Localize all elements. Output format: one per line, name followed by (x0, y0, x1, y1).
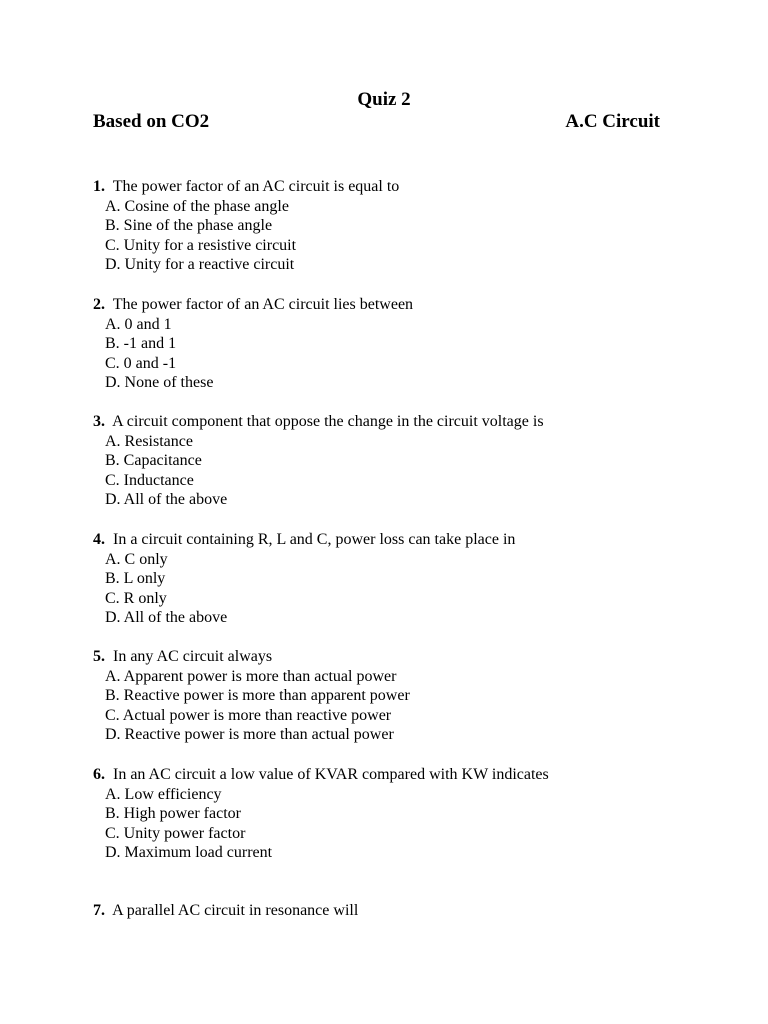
question-text: In a circuit containing R, L and C, power loss can take place in (113, 531, 516, 548)
question-stem (93, 765, 549, 785)
question-number: 2. (93, 296, 105, 313)
question-text: The power factor of an AC circuit lies between (112, 296, 414, 313)
answer-option: D. Reactive power is more than actual power (105, 726, 394, 743)
answer-option: A. Cosine of the phase angle (105, 197, 289, 215)
quiz-title: Quiz 2 (357, 89, 411, 110)
question-stem (93, 295, 413, 315)
answer-option: A. Apparent power is more than actual power (105, 667, 397, 685)
question-number: 5. (93, 648, 105, 665)
answer-option: A. 0 and 1 (105, 315, 172, 333)
answer-option: C. Inductance (105, 471, 194, 489)
answer-option: D. All of the above (105, 609, 228, 626)
answer-option: C. 0 and -1 (105, 354, 177, 372)
question-number: 4. (93, 531, 105, 548)
answer-option: A. Resistance (105, 432, 193, 450)
question-stem (93, 901, 358, 921)
question-stem (93, 530, 515, 550)
answer-option: A. Low efficiency (105, 785, 222, 803)
answer-option: B. High power factor (105, 805, 241, 822)
answer-option: D. None of these (105, 374, 214, 391)
answer-option: D. All of the above (105, 491, 228, 508)
question-number: 1. (93, 178, 105, 195)
answer-option: C. Unity power factor (105, 824, 246, 842)
answer-option: B. L only (105, 570, 166, 587)
question-text: In any AC circuit always (113, 648, 273, 665)
question-text: The power factor of an AC circuit is equal to (112, 178, 400, 195)
question-text: A circuit component that oppose the change in the circuit voltage is (112, 413, 544, 430)
question-4 (93, 530, 515, 628)
question-6 (93, 765, 549, 863)
answer-option: C. R only (105, 589, 167, 607)
question-text: In an AC circuit a low value of KVAR compared with KW indicates (113, 766, 549, 783)
question-text: A parallel AC circuit in resonance will (112, 902, 359, 919)
answer-option: D. Maximum load current (105, 844, 273, 861)
answer-option: D. Unity for a reactive circuit (105, 256, 295, 273)
answer-option: B. -1 and 1 (105, 335, 177, 352)
question-stem (93, 412, 544, 432)
question-stem (93, 647, 410, 667)
answer-option: C. Unity for a resistive circuit (105, 236, 297, 254)
question-5 (93, 647, 410, 745)
question-number: 6. (93, 766, 105, 783)
question-3 (93, 412, 544, 510)
question-1 (93, 177, 399, 275)
answer-option: A. C only (105, 550, 168, 568)
question-number: 7. (93, 902, 105, 919)
question-7 (93, 901, 358, 921)
answer-option: C. Actual power is more than reactive power (105, 706, 392, 724)
answer-option: B. Reactive power is more than apparent power (105, 687, 410, 704)
question-stem (93, 177, 399, 197)
topic-label: A.C Circuit (565, 111, 660, 132)
course-outcome-label: Based on CO2 (93, 111, 210, 132)
question-2 (93, 295, 413, 393)
answer-option: B. Capacitance (105, 452, 202, 469)
answer-option: B. Sine of the phase angle (105, 217, 273, 234)
question-number: 3. (93, 413, 105, 430)
